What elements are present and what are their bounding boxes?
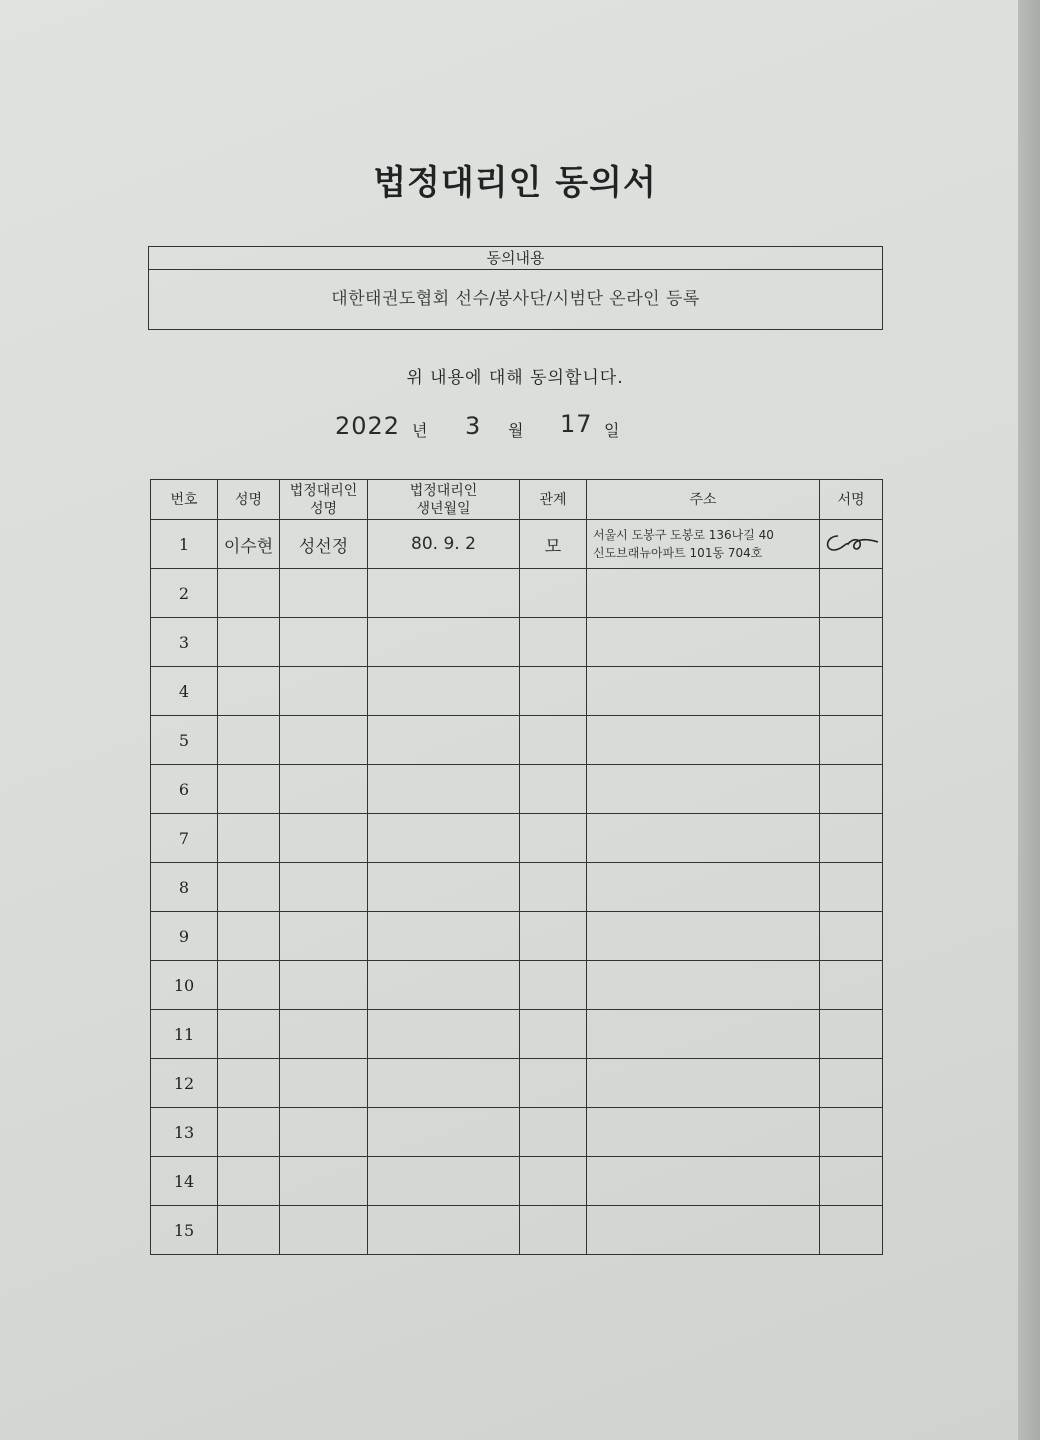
row-guardian-birth: 80. 9. 2 xyxy=(368,520,520,569)
table-row xyxy=(151,1206,883,1255)
row-signature xyxy=(820,618,883,667)
table-row xyxy=(151,863,883,912)
row-guardian-name xyxy=(280,667,368,716)
row-no: 11 xyxy=(151,1010,218,1059)
row-guardian-birth xyxy=(368,716,520,765)
row-no: 12 xyxy=(151,1059,218,1108)
row-signature xyxy=(820,569,883,618)
row-address: 서울시 도봉구 도봉로 136나길 40 신도브래뉴아파트 101동 704호 xyxy=(587,520,820,569)
row-guardian-birth xyxy=(368,912,520,961)
table-header-row xyxy=(151,480,883,520)
row-no: 5 xyxy=(151,716,218,765)
table-row xyxy=(151,912,883,961)
row-guardian-name xyxy=(280,863,368,912)
row-relation xyxy=(520,863,587,912)
header-guardian-birth: 법정대리인 생년월일 xyxy=(368,480,520,520)
row-name xyxy=(218,1157,280,1206)
row-relation xyxy=(520,716,587,765)
date-year-unit: 년 xyxy=(412,421,428,440)
row-no: 2 xyxy=(151,569,218,618)
row-no: 6 xyxy=(151,765,218,814)
table-row xyxy=(151,716,883,765)
table-row xyxy=(151,765,883,814)
row-name: 이수현 xyxy=(218,520,280,569)
row-address xyxy=(587,1010,820,1059)
row-name xyxy=(218,1108,280,1157)
row-guardian-name xyxy=(280,1010,368,1059)
row-signature xyxy=(820,814,883,863)
row-guardian-name xyxy=(280,814,368,863)
row-name xyxy=(218,814,280,863)
row-guardian-name xyxy=(280,716,368,765)
row-relation xyxy=(520,814,587,863)
row-relation: 모 xyxy=(520,520,587,569)
row-name xyxy=(218,1206,280,1255)
row-relation xyxy=(520,1157,587,1206)
row-guardian-name xyxy=(280,1108,368,1157)
consent-header: 동의내용 xyxy=(149,247,882,270)
row-no: 10 xyxy=(151,961,218,1010)
header-name: 성명 xyxy=(218,480,280,520)
row-relation xyxy=(520,1206,587,1255)
row-no: 3 xyxy=(151,618,218,667)
row-relation xyxy=(520,569,587,618)
date-line xyxy=(0,408,1040,448)
row-signature xyxy=(820,912,883,961)
row-signature xyxy=(820,716,883,765)
row-no: 1 xyxy=(151,520,218,569)
row-name xyxy=(218,716,280,765)
consent-text: 대한태권도협회 선수/봉사단/시범단 온라인 등록 xyxy=(331,289,700,309)
row-relation xyxy=(520,765,587,814)
row-relation xyxy=(520,1108,587,1157)
header-no: 번호 xyxy=(151,480,218,520)
row-guardian-birth xyxy=(368,1206,520,1255)
row-relation xyxy=(520,912,587,961)
row-address xyxy=(587,716,820,765)
row-guardian-birth xyxy=(368,667,520,716)
row-address xyxy=(587,1108,820,1157)
row-address xyxy=(587,1157,820,1206)
row-guardian-birth xyxy=(368,1059,520,1108)
signature-mark xyxy=(822,532,880,556)
row-guardian-name xyxy=(280,1157,368,1206)
row-guardian-birth xyxy=(368,1108,520,1157)
row-guardian-birth xyxy=(368,569,520,618)
table-row xyxy=(151,1157,883,1206)
row-name xyxy=(218,1010,280,1059)
row-relation xyxy=(520,961,587,1010)
table-row xyxy=(151,520,883,569)
row-name xyxy=(218,569,280,618)
row-address xyxy=(587,569,820,618)
row-signature xyxy=(820,520,883,569)
row-guardian-name xyxy=(280,569,368,618)
table-row xyxy=(151,1108,883,1157)
row-address xyxy=(587,1059,820,1108)
row-relation xyxy=(520,1010,587,1059)
row-name xyxy=(218,1059,280,1108)
row-signature xyxy=(820,1108,883,1157)
row-no: 13 xyxy=(151,1108,218,1157)
row-address xyxy=(587,814,820,863)
row-no: 14 xyxy=(151,1157,218,1206)
row-guardian-birth xyxy=(368,618,520,667)
row-no: 7 xyxy=(151,814,218,863)
row-name xyxy=(218,765,280,814)
row-address xyxy=(587,912,820,961)
row-signature xyxy=(820,765,883,814)
row-relation xyxy=(520,1059,587,1108)
table-row xyxy=(151,1010,883,1059)
row-guardian-birth xyxy=(368,863,520,912)
row-address xyxy=(587,667,820,716)
row-signature xyxy=(820,1010,883,1059)
table-row xyxy=(151,618,883,667)
date-day-unit: 일 xyxy=(604,421,620,440)
row-address xyxy=(587,1206,820,1255)
row-no: 8 xyxy=(151,863,218,912)
row-address xyxy=(587,863,820,912)
date-month-unit: 월 xyxy=(508,421,524,440)
row-signature xyxy=(820,667,883,716)
consent-box xyxy=(148,246,883,330)
row-signature xyxy=(820,1157,883,1206)
row-guardian-name xyxy=(280,765,368,814)
row-guardian-name xyxy=(280,1059,368,1108)
date-month: 3 xyxy=(465,412,482,440)
row-guardian-birth xyxy=(368,765,520,814)
row-signature xyxy=(820,863,883,912)
guardian-table xyxy=(150,479,883,1255)
row-guardian-birth xyxy=(368,814,520,863)
row-name xyxy=(218,863,280,912)
table-row xyxy=(151,667,883,716)
row-relation xyxy=(520,667,587,716)
date-year: 2022 xyxy=(335,412,401,440)
row-no: 9 xyxy=(151,912,218,961)
row-no: 15 xyxy=(151,1206,218,1255)
page-edge-shadow xyxy=(1018,0,1040,1440)
row-signature xyxy=(820,1059,883,1108)
row-address xyxy=(587,765,820,814)
table-row xyxy=(151,961,883,1010)
row-signature xyxy=(820,961,883,1010)
row-guardian-name: 성선정 xyxy=(280,520,368,569)
document-title: 법정대리인 동의서 xyxy=(373,163,657,203)
row-name xyxy=(218,912,280,961)
row-address xyxy=(587,961,820,1010)
header-relation: 관계 xyxy=(520,480,587,520)
row-guardian-name xyxy=(280,912,368,961)
row-guardian-name xyxy=(280,618,368,667)
row-name xyxy=(218,961,280,1010)
header-guardian-name: 법정대리인 성명 xyxy=(280,480,368,520)
header-address: 주소 xyxy=(587,480,820,520)
table-row xyxy=(151,569,883,618)
row-signature xyxy=(820,1206,883,1255)
row-guardian-birth xyxy=(368,961,520,1010)
date-day: 17 xyxy=(560,410,593,438)
table-row xyxy=(151,814,883,863)
row-no: 4 xyxy=(151,667,218,716)
table-row xyxy=(151,1059,883,1108)
row-relation xyxy=(520,618,587,667)
agreement-statement: 위 내용에 대해 동의합니다. xyxy=(406,368,624,388)
row-address xyxy=(587,618,820,667)
row-guardian-name xyxy=(280,961,368,1010)
row-name xyxy=(218,618,280,667)
row-guardian-name xyxy=(280,1206,368,1255)
header-signature: 서명 xyxy=(820,480,883,520)
row-name xyxy=(218,667,280,716)
row-guardian-birth xyxy=(368,1010,520,1059)
row-guardian-birth xyxy=(368,1157,520,1206)
